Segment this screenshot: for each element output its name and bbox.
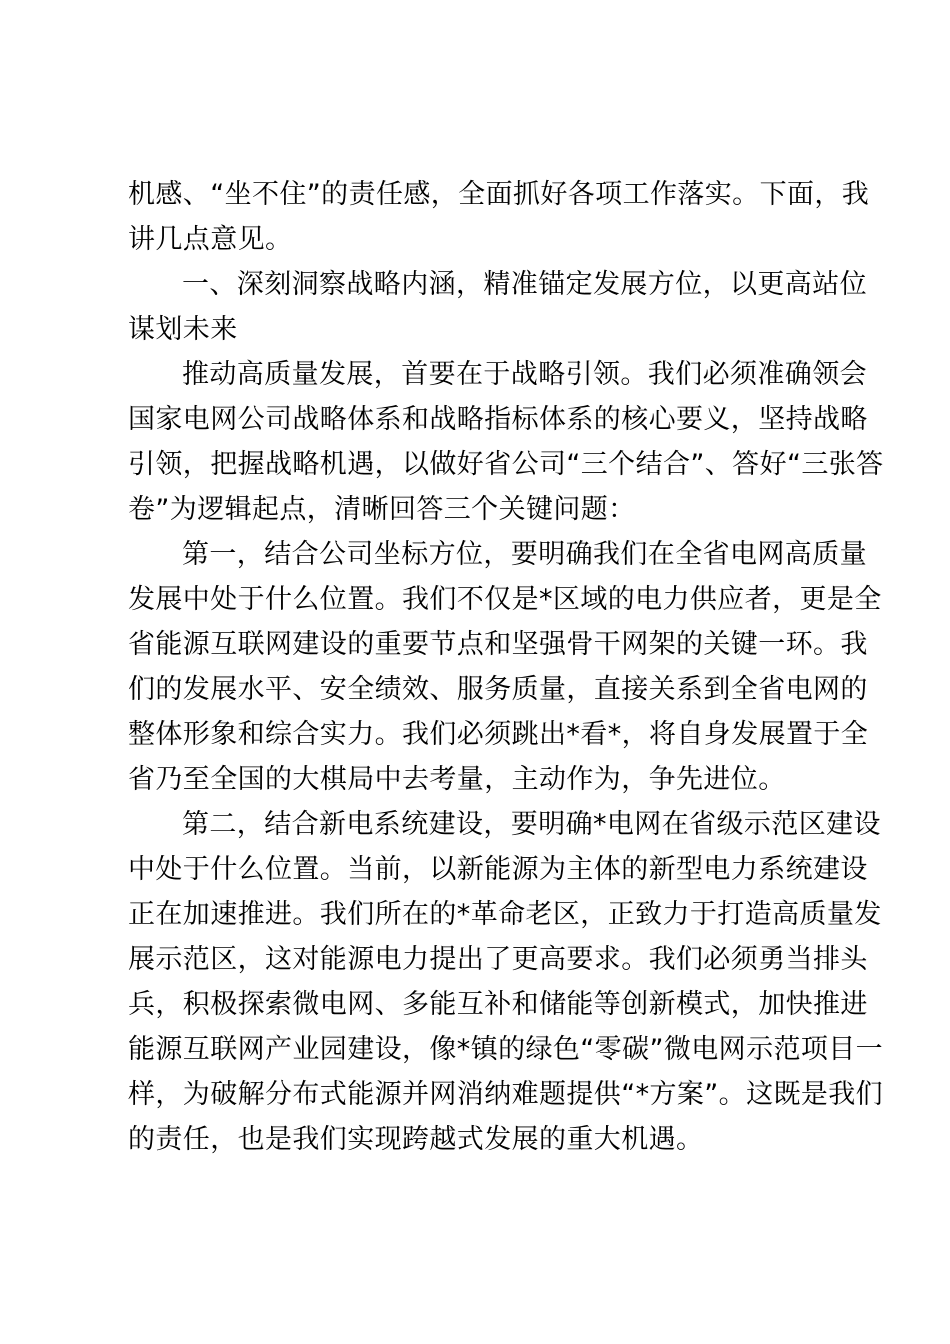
text-line: 样，为破解分布式能源并网消纳难题提供“*方案”。这既是我们 — [128, 1079, 884, 1110]
text-line: 讲几点意见。 — [128, 224, 293, 255]
paragraph-point-second — [128, 802, 884, 1162]
text-line: 发展中处于什么位置。我们不仅是*区域的电力供应者，更是全 — [128, 584, 882, 615]
text-line: 机感、“坐不住”的责任感，全面抓好各项工作落实。下面，我 — [128, 179, 870, 210]
paragraph-strategy — [128, 352, 884, 532]
text-line: 省乃至全国的大棋局中去考量，主动作为，争先进位。 — [128, 764, 786, 795]
text-line: 的责任，也是我们实现跨越式发展的重大机遇。 — [128, 1124, 704, 1155]
text-line: 兵，积极探索微电网、多能互补和储能等创新模式，加快推进 — [128, 989, 868, 1020]
heading-line: 谋划未来 — [128, 314, 238, 345]
text-line: 第二，结合新电系统建设，要明确*电网在省级示范区建设 — [182, 809, 881, 840]
text-line: 正在加速推进。我们所在的*革命老区，正致力于打造高质量发 — [128, 899, 882, 930]
heading-line: 一、深刻洞察战略内涵，精准锚定发展方位，以更高站位 — [182, 269, 867, 300]
section-heading-1 — [128, 262, 867, 352]
paragraph-intro-closing — [128, 172, 870, 262]
text-line: 们的发展水平、安全绩效、服务质量，直接关系到全省电网的 — [128, 674, 868, 705]
paragraph-point-first — [128, 532, 882, 802]
text-line: 第一，结合公司坐标方位，要明确我们在全省电网高质量 — [182, 539, 867, 570]
text-line: 省能源互联网建设的重要节点和坚强骨干网架的关键一环。我 — [128, 629, 868, 660]
text-line: 中处于什么位置。当前，以新能源为主体的新型电力系统建设 — [128, 854, 868, 885]
text-line: 整体形象和综合实力。我们必须跳出*看*，将自身发展置于全 — [128, 719, 869, 750]
text-line: 能源互联网产业园建设，像*镇的绿色“零碳”微电网示范项目一 — [128, 1034, 884, 1065]
text-line: 卷”为逻辑起点，清晰回答三个关键问题： — [128, 494, 636, 525]
text-line: 引领，把握战略机遇，以做好省公司“三个结合”、答好“三张答 — [128, 449, 884, 480]
document-body — [128, 172, 884, 1162]
text-line: 推动高质量发展，首要在于战略引领。我们必须准确领会 — [182, 359, 867, 390]
text-line: 国家电网公司战略体系和战略指标体系的核心要义，坚持战略 — [128, 404, 868, 435]
text-line: 展示范区，这对能源电力提出了更高要求。我们必须勇当排头 — [128, 944, 868, 975]
